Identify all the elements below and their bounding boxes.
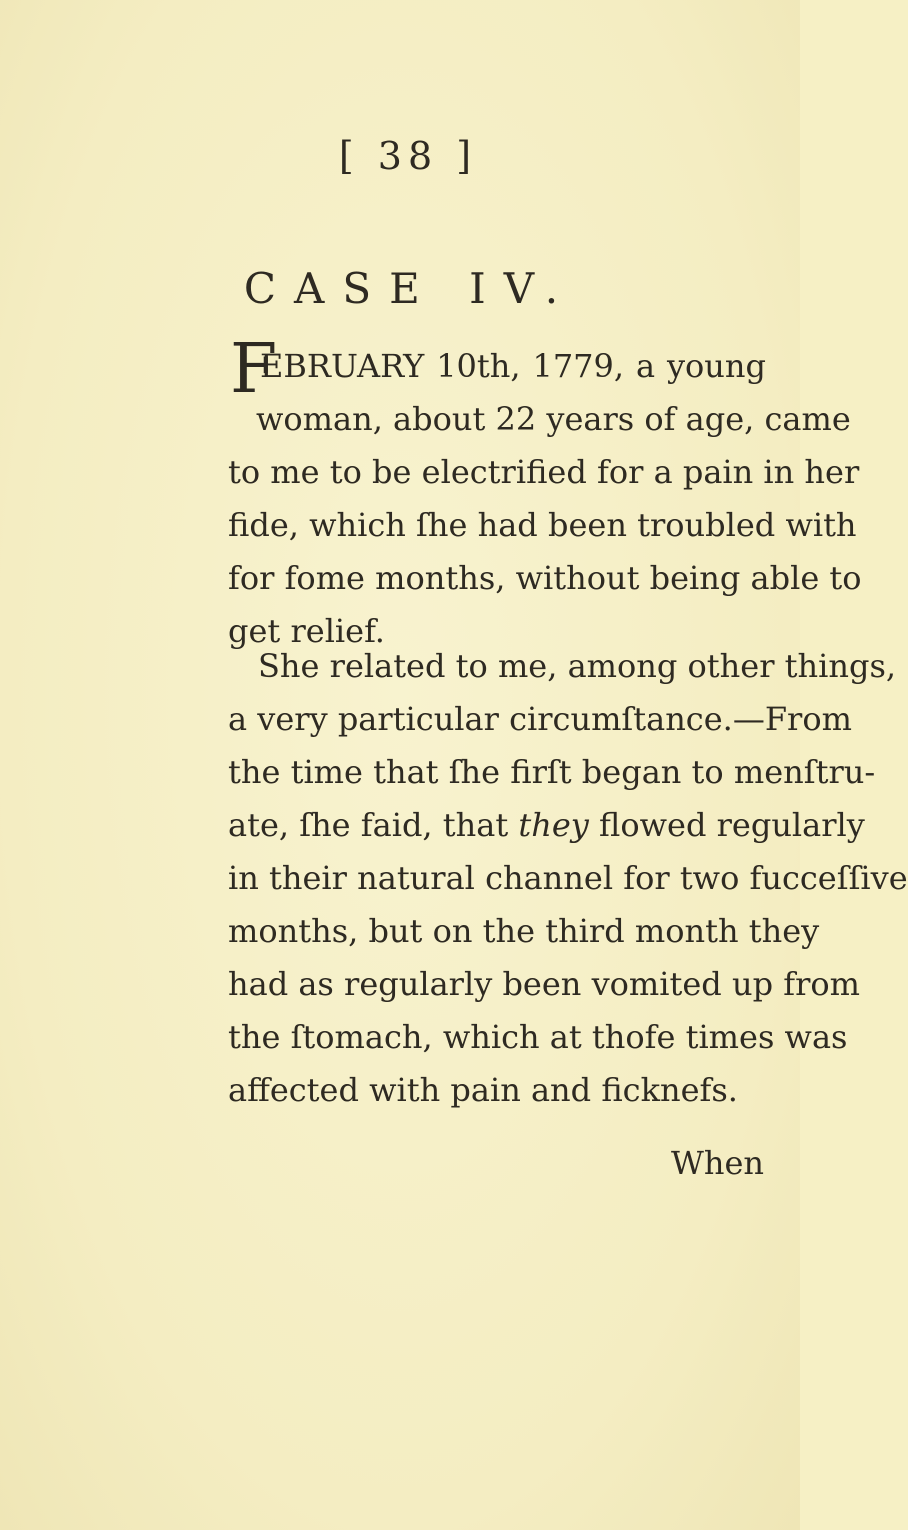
paragraph-2	[228, 640, 908, 1117]
page-number: [ 38 ]	[338, 134, 478, 178]
text-line: affected with pain and ficknefs.	[228, 1071, 738, 1109]
drop-cap: F	[230, 330, 278, 409]
paragraph-1-body	[228, 446, 862, 658]
italic-word: they	[518, 806, 589, 844]
text-line: had as regularly been vomited up from	[228, 965, 860, 1003]
text-line: fide, which ſhe had been troubled with	[228, 506, 857, 544]
text-line: the time that ſhe firſt began to menſtru-	[228, 753, 876, 791]
text-line: to me to be electrified for a pain in her	[228, 453, 860, 491]
text-fragment: flowed regularly	[588, 806, 865, 844]
text-line: for fome months, without being able to	[228, 559, 862, 597]
text-line: woman, about 22 years of age, came	[256, 400, 851, 438]
text-line: the ſtomach, which at thofe times was	[228, 1018, 848, 1056]
text-line-with-italic	[228, 799, 865, 852]
text-line: in their natural channel for two fucceſſive	[228, 859, 908, 897]
text-line: She related to me, among other things,	[258, 647, 897, 685]
text-line: a very particular circumſtance.—From	[228, 700, 852, 738]
paragraph-1-indented-line	[256, 393, 851, 446]
text-line: months, but on the third month they	[228, 912, 820, 950]
text-fragment: ate, ſhe faid, that	[228, 806, 519, 844]
text-line: get relief.	[228, 612, 385, 650]
paragraph-1-first-line	[230, 330, 766, 409]
first-line-text: EBRUARY 10th, 1779, a young	[260, 347, 766, 385]
case-heading: CASE IV.	[243, 264, 577, 313]
catchword: When	[670, 1144, 764, 1182]
